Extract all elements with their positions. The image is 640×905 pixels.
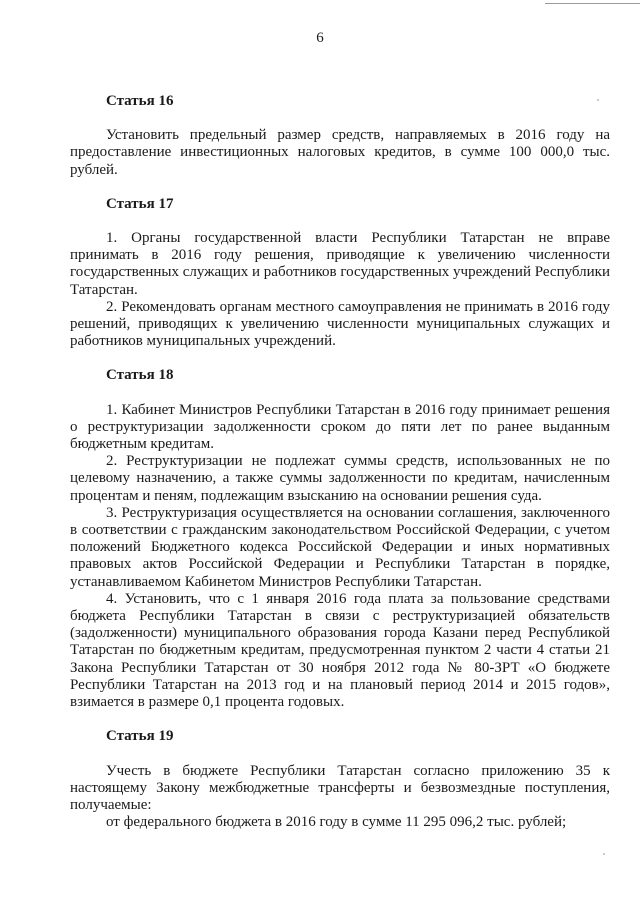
article-heading: Статья 16 <box>106 93 174 109</box>
document-body <box>70 93 610 831</box>
article-paragraph: от федерального бюджета в 2016 году в сумме 11 295 096,2 тыс. рублей; <box>106 814 567 831</box>
article-heading: Статья 17 <box>106 195 174 212</box>
scan-edge-line <box>545 3 640 4</box>
article-paragraph: 1. Кабинет Министров Республики Татарстан в 2016 году принимает решения о реструктуризации задолженности сроком до пяти лет по ранее выданным бюджетным кредитам. <box>70 401 610 453</box>
article-16 <box>70 93 610 179</box>
article-paragraph: Установить предельный размер средств, направляемых в 2016 году на предоставление инвестиционных налоговых кредитов, в сумме 100 000,0 тыс. рублей. <box>70 127 610 178</box>
article-paragraph: 3. Реструктуризация осуществляется на основании соглашения, заключенного в соответствии с гражданским законодательством Российской Федерации, с учетом положений Бюджетного кодекса Российской Федерации и иных нормативных правовых актов Российской Федерации и Республики Татарстан в порядке, устанавливаемом Кабинетом Министров Республики Татарстан. <box>70 504 610 590</box>
article-paragraph: 2. Реструктуризации не подлежат суммы средств, использованных не по целевому назначению, а также суммы задолженности по кредитам, начисленным процентам и пеням, подлежащим взысканию на основании решения суда. <box>70 453 610 504</box>
page-number: 6 <box>316 30 324 46</box>
article-paragraph: 2. Рекомендовать органам местного самоуправления не принимать в 2016 году решений, приводящих к увеличению численности муниципальных служащих и работников муниципальных учреждений. <box>70 298 610 350</box>
article-paragraph: Учесть в бюджете Республики Татарстан согласно приложению 35 к настоящему Закону межбюджетные трансферты и безвозмездные поступления, получаемые: <box>70 762 610 813</box>
article-heading: Статья 18 <box>106 367 174 384</box>
article-18 <box>70 367 610 711</box>
article-19 <box>70 728 610 831</box>
article-paragraph: 1. Органы государственной власти Республики Татарстан не вправе принимать в 2016 году решения, приводящие к увеличению численности государственных служащих и работников государственных учреждений Республики Татарстан. <box>70 230 610 298</box>
article-paragraph: 4. Установить, что с 1 января 2016 года плата за пользование средствами бюджета Республики Татарстан в связи с реструктуризацией обязательств (задолженности) муниципального образования города Казани перед Республикой Татарстан по бюджетным кредитам, предусмотренная пунктом 2 части 4 статьи 21 Закона Республики Татарстан от 30 ноября 2012 года № 80-ЗРТ «О бюджете Республики Татарстан на 2013 год и на плановый период 2014 и 2015 годов», взимается в размере 0,1 процента годовых. <box>70 590 610 711</box>
scan-speck <box>603 853 605 855</box>
article-17 <box>70 196 610 351</box>
article-heading: Статья 19 <box>106 728 174 745</box>
